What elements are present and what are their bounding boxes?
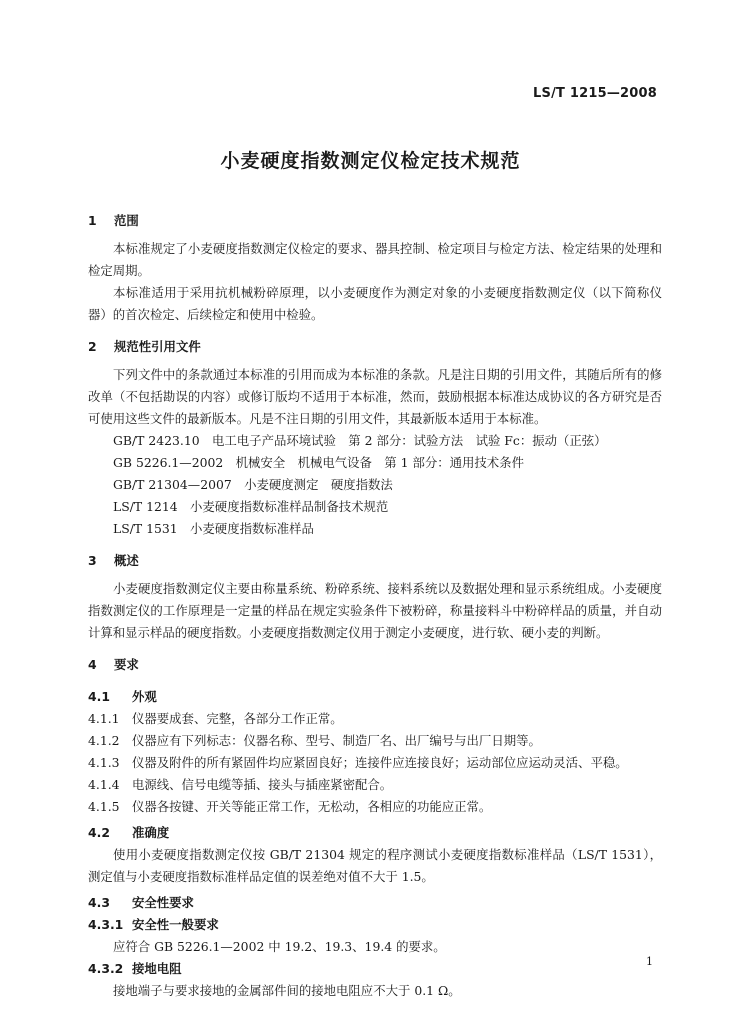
subsection-title: 接地电阻	[132, 961, 182, 976]
subsection-number: 4.3.1	[88, 917, 124, 932]
standard-code: LS/T 1215—2008	[533, 86, 657, 101]
page-number: 1	[646, 955, 653, 968]
clause-number: 4.1.4	[88, 777, 120, 792]
subsection-number: 4.3	[88, 895, 110, 910]
reference-item: GB 5226.1—2002 机械安全 机械电气设备 第 1 部分：通用技术条件	[113, 455, 524, 470]
paragraph: 本标准适用于采用抗机械粉碎原理，以小麦硬度作为测定对象的小麦硬度指数测定仪（以下简称仪器）的首次检定、后续检定和使用中检验。	[88, 285, 662, 322]
clause-text: 仪器应有下列标志：仪器名称、型号、制造厂名、出厂编号与出厂日期等。	[132, 733, 541, 748]
clause-item	[88, 774, 662, 796]
clause-item	[88, 730, 662, 752]
section-title: 概述	[114, 553, 139, 568]
section-number: 1	[88, 213, 97, 228]
section-heading-3	[88, 550, 662, 572]
subsection-number: 4.2	[88, 825, 110, 840]
subsection-title: 外观	[132, 689, 157, 704]
subsection-heading-4-1	[88, 686, 662, 708]
document-body	[88, 210, 662, 1002]
clause-text: 仪器各按键、开关等能正常工作，无松动，各相应的功能应正常。	[132, 799, 492, 814]
clause-number: 4.1.1	[88, 711, 120, 726]
paragraph: 下列文件中的条款通过本标准的引用而成为本标准的条款。凡是注日期的引用文件，其随后所有的修改单（不包括勘误的内容）或修订版均不适用于本标准，然而，鼓励根据本标准达成协议的各方研究是否可使用这些文件的最新版本。凡是不注日期的引用文件，其最新版本适用于本标准。	[88, 367, 662, 426]
clause-item	[88, 752, 662, 774]
subsection-heading-4-2	[88, 822, 662, 844]
section-title: 规范性引用文件	[114, 339, 201, 354]
reference-item: GB/T 21304—2007 小麦硬度测定 硬度指数法	[113, 477, 393, 492]
section-title: 范围	[114, 213, 139, 228]
subsection-title: 准确度	[132, 825, 170, 840]
paragraph: 使用小麦硬度指数测定仪按 GB/T 21304 规定的程序测试小麦硬度指数标准样品（LS/T 1531），测定值与小麦硬度指数标准样品定值的误差绝对值不大于 1.5。	[88, 847, 662, 884]
section-heading-2	[88, 336, 662, 358]
paragraph: 小麦硬度指数测定仪主要由称量系统、粉碎系统、接料系统以及数据处理和显示系统组成。小麦硬度指数测定仪的工作原理是一定量的样品在规定实验条件下被粉碎，称量接料斗中粉碎样品的质量，并自动计算和显示样品的硬度指数。小麦硬度指数测定仪用于测定小麦硬度，进行软、硬小麦的判断。	[88, 581, 662, 640]
subsection-title: 安全性要求	[132, 895, 194, 910]
subsection-heading-4-3-1	[88, 914, 662, 936]
paragraph: 本标准规定了小麦硬度指数测定仪检定的要求、器具控制、检定项目与检定方法、检定结果的处理和检定周期。	[88, 241, 662, 278]
section-heading-1	[88, 210, 662, 232]
subsection-heading-4-3-2	[88, 958, 662, 980]
section-number: 4	[88, 657, 97, 672]
clause-number: 4.1.5	[88, 799, 120, 814]
section-number: 2	[88, 339, 97, 354]
clause-text: 仪器及附件的所有紧固件均应紧固良好；连接件应连接良好；运动部位应运动灵活、平稳。	[132, 755, 628, 770]
section-number: 3	[88, 553, 97, 568]
subsection-number: 4.3.2	[88, 961, 124, 976]
reference-item: GB/T 2423.10 电工电子产品环境试验 第 2 部分：试验方法 试验 Fc：振动（正弦）	[113, 433, 607, 448]
clause-number: 4.1.3	[88, 755, 120, 770]
clause-item	[88, 708, 662, 730]
subsection-number: 4.1	[88, 689, 110, 704]
clause-number: 4.1.2	[88, 733, 120, 748]
subsection-heading-4-3	[88, 892, 662, 914]
reference-item: LS/T 1214 小麦硬度指数标准样品制备技术规范	[113, 499, 389, 514]
paragraph: 接地端子与要求接地的金属部件间的接地电阻应不大于 0.1 Ω。	[113, 983, 461, 998]
clause-text: 电源线、信号电缆等插、接头与插座紧密配合。	[132, 777, 393, 792]
clause-text: 仪器要成套、完整，各部分工作正常。	[132, 711, 343, 726]
paragraph: 应符合 GB 5226.1—2002 中 19.2、19.3、19.4 的要求。	[113, 939, 446, 954]
document-title: 小麦硬度指数测定仪检定技术规范	[220, 150, 521, 172]
subsection-title: 安全性一般要求	[132, 917, 219, 932]
clause-item	[88, 796, 662, 818]
section-heading-4	[88, 654, 662, 676]
section-title: 要求	[114, 657, 139, 672]
reference-item: LS/T 1531 小麦硬度指数标准样品	[113, 521, 314, 536]
